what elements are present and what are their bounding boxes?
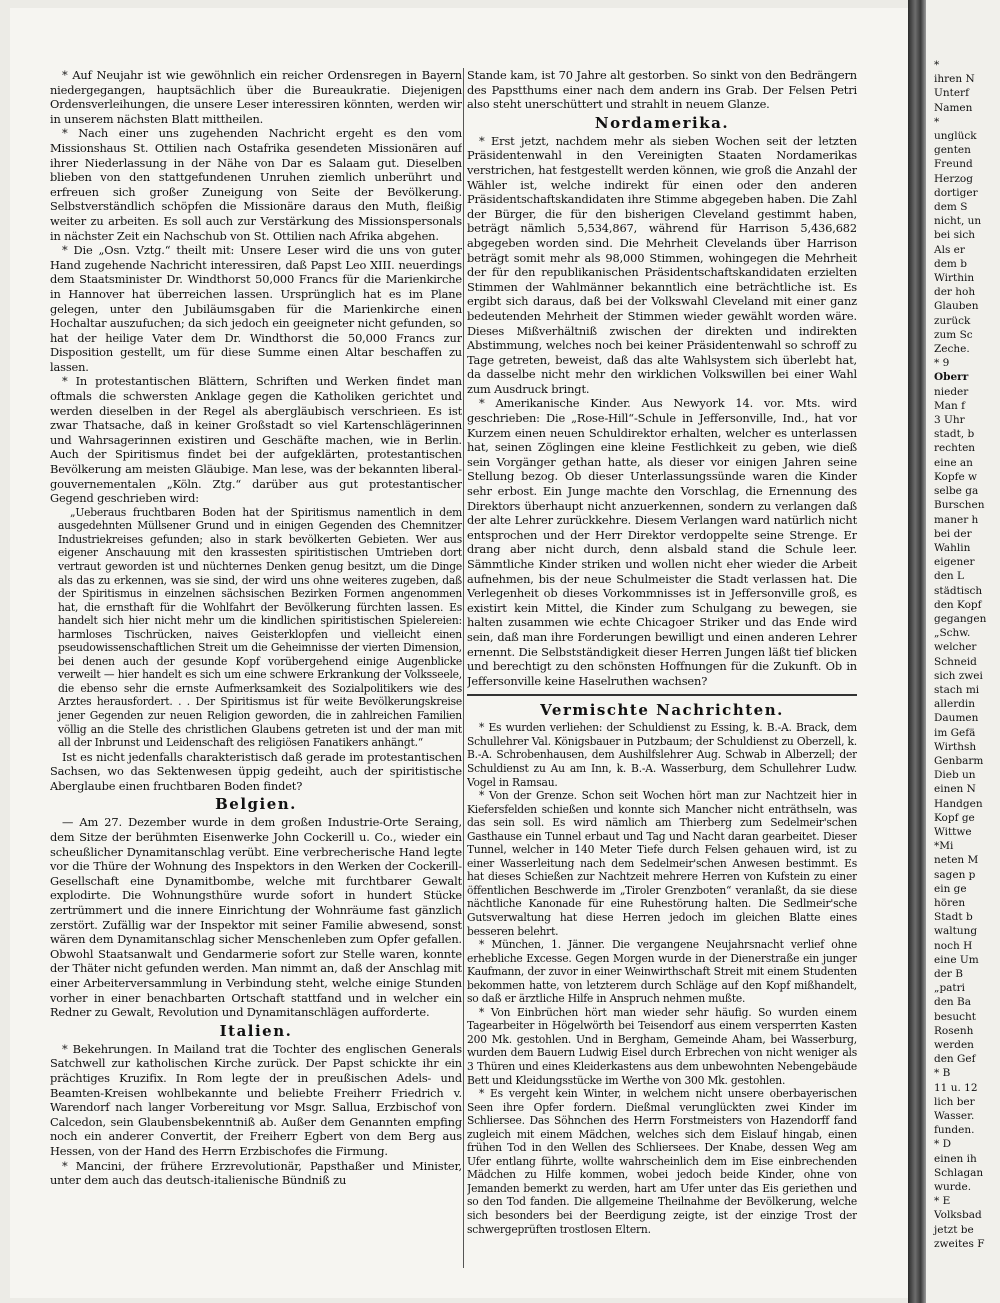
next-page-fragment: ein ge bbox=[934, 882, 967, 895]
next-page-fragment: ihren N bbox=[934, 73, 975, 86]
next-page-fragment: Herzog bbox=[934, 172, 973, 185]
next-page-fragment: gegangen bbox=[934, 612, 987, 625]
column-rule bbox=[463, 68, 464, 1268]
next-page-fragment: der B bbox=[934, 968, 964, 980]
next-page-fragment: allerdin bbox=[934, 698, 976, 711]
article-mancini-continued: Stande kam, ist 70 Jahre alt gestorben. So sinkt von den Bedrängern des Papstthums einer nach dem andern ins Grab. Der Felsen Petri also steht unerschüttert und strahlt in neuem Glanze. bbox=[467, 68, 857, 112]
next-page-fragment: Kopfe w bbox=[934, 470, 978, 483]
next-page-fragment: werden bbox=[934, 1039, 974, 1052]
next-page-fragment: besucht bbox=[934, 1010, 976, 1023]
next-page-fragment: Schneid bbox=[934, 655, 977, 668]
next-page-fragment: zurück bbox=[934, 314, 971, 327]
next-page-fragment: Handgen bbox=[934, 797, 983, 810]
next-page-fragment: genten bbox=[934, 144, 971, 157]
next-page-fragment: „patri bbox=[934, 982, 966, 995]
next-page-fragment: unglück bbox=[934, 130, 977, 143]
next-page-fragment: stach mi bbox=[934, 683, 980, 696]
news-item: * Von der Grenze. Schon seit Wochen hört man zur Nachtzeit hier in Kiefersfelden schießen und konnte sich Mancher nicht enträthseln, was das sein soll. Es wird nämlich am Thierberg zum Sedelmeir'schen Gasthause ein Tunnel erbaut und Tag und Nacht daran gearbeitet. Dieser Tunnel, welcher in 140 Meter Tiefe durch Felsen gehauen wird, ist zu einer Wasserleitung nach dem Sedelmeir'schen Anwesen bestimmt. Es hat dieses Schießen zur Nachtzeit mehrere Herren von Kufstein zu einer öffentlichen Beschwerde im „Tiroler Grenzboten“ veranlaßt, da sie diese nächtliche Kanonade für eine Ruhestörung halten. Die Sedlmeir'sche Gutsverwaltung hat diese Herren jedoch im gleichen Blatte eines besseren belehrt. bbox=[467, 789, 857, 938]
next-page-fragment: rechten bbox=[934, 442, 976, 455]
news-item: * Von Einbrüchen hört man wieder sehr häufig. So wurden einem Tagearbeiter in Högelwörth bei Teisendorf aus einem versperrten Kasten 200 Mk. gestohlen. Und in Bergham, Gemeinde Aham, bei Wasserburg, wurden dem Bauern Ludwig Eisel durch Erbrechen von nicht weniger als 3 Thüren und eines Kleiderkastens aus dem unbewohnten Nebengebäude Bett und Kleidungsstücke im Werthe von 300 Mk. gestohlen. bbox=[467, 1005, 857, 1087]
next-page-fragment: jetzt be bbox=[934, 1223, 974, 1236]
next-page-fragment: *Mi bbox=[934, 840, 954, 853]
heading-vermischte-nachrichten: Vermischte Nachrichten. bbox=[540, 701, 784, 720]
next-page-fragment: * 9 bbox=[934, 357, 950, 370]
next-page-fragment: noch H bbox=[934, 939, 973, 952]
news-item: * Es wurden verliehen: der Schuldienst zu Essing, k. B.-A. Brack, dem Schullehrer Val. Königsbauer in Putzbaum; der Schuldienst zu Oberzell, k. B.-A. Schrobenhausen, dem Aushilfslehrer Aug. Schwab in Alberzell; der Schuldienst zu Au am Inn, k. B.-A. Wasserburg, dem Schullehrer Ludw. Vogel in Ramsau. bbox=[467, 721, 857, 789]
next-page-fragment: Burschen bbox=[934, 499, 985, 512]
next-page-fragment: Glauben bbox=[934, 300, 979, 313]
book-gutter bbox=[908, 0, 926, 1303]
next-page-fragment: hören bbox=[934, 896, 966, 909]
next-page-fragment: zweites F bbox=[934, 1237, 985, 1250]
next-page-fragment: Schlagan bbox=[934, 1166, 984, 1179]
next-page-fragment: Daumen bbox=[934, 712, 979, 725]
next-page-fragment: Genbarm bbox=[934, 754, 984, 767]
next-page-fragment: nicht, un bbox=[934, 215, 982, 228]
next-page-fragment: Namen bbox=[934, 101, 973, 114]
next-page-fragment: * D bbox=[934, 1138, 952, 1151]
next-page-fragment: Stadt b bbox=[934, 911, 973, 924]
next-page-fragment: dortiger bbox=[934, 186, 978, 199]
next-page-fragment: Freund bbox=[934, 158, 973, 171]
article-windthorst: * Die „Osn. Vztg.“ theilt mit: Unsere Leser wird die uns von guter Hand zugehende Nachricht interessiren, daß Papst Leo XIII. neuerdings dem Staatsminister Dr. Windthorst 50,000 Francs für die Marienkirche in Hannover hat überreichen lassen. Ursprünglich hat es im Plane gelegen, unter den Jubiläumsgaben für die Marienkirche einen Hochaltar auszufuchen; da sich jedoch ein geeigneter nicht gefunden, so hat der heilige Vater dem Dr. Windthorst die 50,000 Francs zur Disposition gestellt, um für diese Summe einen Altar beschaffen zu lassen. bbox=[50, 243, 462, 374]
next-page-fragment: neten M bbox=[934, 854, 979, 867]
next-page-fragment: den Kopf bbox=[934, 598, 982, 611]
next-page-fragment: zum Sc bbox=[934, 328, 973, 341]
next-page-fragment: der hoh bbox=[934, 286, 976, 299]
next-page-fragment: wurde. bbox=[934, 1181, 972, 1194]
next-page-fragment: eigener bbox=[934, 556, 975, 569]
next-page-fragment: Zeche. bbox=[934, 343, 970, 356]
next-page-fragment: 11 u. 12 bbox=[934, 1081, 978, 1094]
article-orden: * Auf Neujahr ist wie gewöhnlich ein reicher Ordensregen in Bayern niedergegangen, hauptsächlich über die Bureaukratie. Diejenigen Ordensverleihungen, die unsere Leser interessiren könnten, werden wir in unserem nächsten Blatt mittheilen. bbox=[50, 68, 462, 126]
next-page-fragment: sich zwei bbox=[934, 669, 983, 682]
next-page-fragment: * E bbox=[934, 1195, 951, 1208]
article-spiritismus: * In protestantischen Blättern, Schriften und Werken findet man oftmals die schwersten Anklage gegen die Katholiken gerichtet und werden dieselben in der Regel als abergläubisch verschrieen. Es ist zwar Thatsache, daß in keiner Großstadt so viel Kartenschlägerinnen und Wahrsagerinnen existiren und Geschäfte machen, wie in Berlin. Auch der Spiritismus findet bei der aufgeklärten, protestantischen Bevölkerung am meisten Gläubige. Man lese, was der bekannten liberal-gouvernementalen „Köln. Ztg.“ darüber aus gut protestantischer Gegend geschrieben wird: bbox=[50, 374, 462, 506]
article-missionare: * Nach einer uns zugehenden Nachricht ergeht es den vom Missionshaus St. Ottilien nach Ostafrika gesendeten Missionären auf ihrer Niederlassung in der Nähe von Dar es Salaam gut. Dieselben blieben von den stattgefundenen Unruhen ziemlich unberührt und erfreuen sich großer Zuneigung von Seite der Bevölkerung. Selbstverständlich schöpfen die Missionäre daraus den Muth, fleißig weiter zu arbeiten. Es soll auch zur Verstärkung des Missionspersonals in nächster Zeit ein Nachschub von St. Ottilien nach Afrika abgehen. bbox=[50, 126, 462, 243]
next-page-fragment: * B bbox=[934, 1067, 951, 1080]
next-page-fragment: dem S bbox=[934, 201, 968, 214]
news-item: * München, 1. Jänner. Die vergangene Neujahrsnacht verlief ohne erhebliche Excesse. Gegen Morgen wurde in der Dienerstraße ein junger Kaufmann, der zuvor in einer Weinwirthschaft Streit mit einem Studenten bekommen hatte, von letzterem durch Schläge auf den Kopf mißhandelt, so daß er ärztliche Hilfe in Anspruch nehmen mußte. bbox=[467, 938, 857, 1006]
next-page-fragment: stadt, b bbox=[934, 428, 975, 441]
article-amerikanische-kinder: * Amerikanische Kinder. Aus Newyork 14. vor. Mts. wird geschrieben: Die „Rose-Hill“-Schule in Jeffersonville, Ind., hat vor Kurzem einen neuen Schuldirektor erhalten, welcher es unterlassen hat, seinen Zöglingen eine kleine Festlichkeit zu geben, wie dieß sein Vorgänger gethan hatte, als dieser vor einigen Jahren seine Stellung bezog. Ob dieser Unterlassungssünde waren die Kinder sehr erbost. Ein Junge machte den Vorschlag, die Ernennung des Direktors überhaupt nicht anzuerkennen, sondern zu verlangen daß der alte Lehrer zurückkehre. Diesem Verlangen ward natürlich nicht entsprochen und der Herr Direktor verdoppelte seine Strenge. Er drang aber nicht durch, denn alsbald stand die Schule leer. Sämmtliche Kinder striken und wollen nicht eher wieder die Arbeit aufnehmen, bis der neue Schulmeister die Stadt verlassen hat. Die Verlegenheit ob dieses Vorkommnisses ist in Jeffersonville groß, es existirt kein Mittel, die Kinder zum Schulgang zu bewegen, sie halten zusammen wie echte Chicagoer Striker und das Ende wird sein, daß man ihre Forderungen bewilligt und einen anderen Lehrer ernennt. Die Selbstständigkeit dieser Herren Jungen läßt tief blicken und berechtigt zu den schönsten Hoffnungen für die Zukunft. Ob in Jeffersonville keine Haselruthen wachsen? bbox=[467, 396, 857, 688]
next-page-fragment: eine an bbox=[934, 456, 973, 469]
next-page-fragments bbox=[926, 0, 1000, 1251]
next-page-fragment: den Gef bbox=[934, 1053, 976, 1066]
section-divider bbox=[467, 694, 857, 696]
next-page-fragment: waltung bbox=[934, 925, 978, 938]
next-page-fragment: Oberr bbox=[934, 371, 969, 384]
next-page-fragment: Wirthin bbox=[934, 272, 975, 285]
next-page-fragment: Kopf ge bbox=[934, 811, 975, 824]
next-page-fragment: den Ba bbox=[934, 996, 972, 1009]
next-page-fragment: bei sich bbox=[934, 229, 976, 242]
next-page-fragment: Dieb un bbox=[934, 769, 976, 782]
heading-italien: Italien. bbox=[219, 1021, 293, 1040]
next-page-fragment: eine Um bbox=[934, 953, 979, 966]
next-page-fragment: Rosenh bbox=[934, 1024, 974, 1037]
next-page-fragment: * bbox=[934, 115, 940, 128]
next-page-fragment: Als er bbox=[934, 243, 965, 256]
next-page-fragment: 3 Uhr bbox=[934, 414, 965, 427]
article-belgien: — Am 27. Dezember wurde in dem großen Industrie-Orte Seraing, dem Sitze der berühmten Eisenwerke John Cockerill u. Co., wieder ein scheußlicher Dynamitanschlag verübt. Eine verbrecherische Hand legte vor die Thüre der Wohnung des Inspektors in den Werken der Cockerill-Gesellschaft eine Dynamitbombe, welche mit furchtbarer Gewalt explodirte. Die Wohnungsthüre wurde sofort in hundert Stücke zertrümmert und die innere Einrichtung der Wohnräume fast gänzlich zerstört. Zufällig war der Inspektor mit seiner Familie abwesend, sonst wären dem Dynamitanschlag sicher Menschenleben zum Opfer gefallen. Obwohl Staatsanwalt und Gendarmerie sofort zur Stelle waren, konnte der Thäter nicht gefunden werden. Man nimmt an, daß der Anschlag mit einer Arbeiterversammlung in Verbindung steht, welche einige Stunden vorher in einer benachbarten Ortschaft stattfand und in welcher ein Redner zu Gewalt, Revolution und Dynamitanschlägen aufforderte. bbox=[50, 815, 462, 1020]
news-item: * Es vergeht kein Winter, in welchem nicht unsere oberbayerischen Seen ihre Opfer fordern. Dießmal verunglückten zwei Kinder im Schliersee. Das Söhnchen des Herrn Forstmeisters von Hazendorff fand zugleich mit einem Mädchen, welches sich dem Eislauf hingab, einen frühen Tod in den Wellen des Schliersees. Der Knabe, dessen Weg am Ufer entlang führte, wollte wahrscheinlich dem im Eise einbrechenden Mädchen zu Hilfe kommen, wobei jedoch beide Kinder, ohne von Jemanden bemerkt zu werden, hart am Ufer unter das Eis geriethen und so den Tod fanden. Die allgemeine Theilnahme der Bevölkerung, welche sich besonders bei der Beerdigung zeigte, ist der einzige Trost der schwergeprüften trostlosen Eltern. bbox=[467, 1087, 857, 1236]
next-page-fragment: sagen p bbox=[934, 868, 976, 881]
next-page-fragment: maner h bbox=[934, 513, 979, 526]
article-praesidentenwahl: * Erst jetzt, nachdem mehr als sieben Wochen seit der letzten Präsidentenwahl in den Vereinigten Staaten Nordamerikas verstrichen, hat festgestellt werden können, wie groß die Anzahl der Wähler ist, welche indirekt für einen oder den anderen Präsidentschaftskandidaten ihre Stimme abgegeben haben. Die Zahl der Bürger, die für den bisherigen Cleveland gestimmt haben, beträgt nämlich 5,534,867, während für Harrison 5,436,682 abgegeben worden sind. Die Mehrheit Clevelands über Harrison beträgt somit mehr als 98,000 Stimmen, wohingegen die Mehrheit der für den republikanischen Präsidentschaftskandidaten erzielten Stimmen der Wahlmänner bekanntlich eine beträchtliche ist. Es ergibt sich daraus, daß bei der Volkswahl Cleveland mit einer ganz bedeutenden Mehrheit der Stimmen wieder gewählt worden wäre. Dieses Mißverhältniß zwischen der direkten und indirekten Abstimmung, welches noch bei keiner Präsidentenwahl so schroff zu Tage getreten, beweist, daß das alte Wahlsystem sich überlebt hat, da dasselbe nicht mehr den wirklichen Volkswillen bei einer Wahl zum Ausdruck bringt. bbox=[467, 133, 857, 396]
quote-koeln-ztg: „Ueberaus fruchtbaren Boden hat der Spiritismus namentlich in dem ausgedehnten Müllsener Grund und in einigen Gegenden des Chemnitzer Industriekreises gefunden; also in stark bevölkerten Gebieten. Wer aus eigener Anschauung mit den krassesten spiritistischen Umtrieben dort vertraut geworden ist und nüchternes Denken genug besitzt, um die Dinge als das zu erkennen, was sie sind, der wird uns ohne weiteres zugeben, daß der Spiritismus in einzelnen sächsischen Bezirken Formen angenommen hat, die ernsthaft für die Wohlfahrt der Bevölkerung fürchten lassen. Es handelt sich hier nicht mehr um die kindlichen spiritistischen Spielereien: harmloses Tischrücken, naives Geisterklopfen und vielleicht einen pseudowissenschaftlichen Streit um die Geheimnisse der vierten Dimension, bei denen auch der gesunde Kopf vorübergehend einige Augenblicke verweilt — hier handelt es sich um eine schwere Erkrankung der Volksseele, die ebenso sehr die ernste Aufmerksamkeit des Sozialpolitikers wie des Arztes herausfordert. . . Der Spiritismus ist für weite Bevölkerungskreise jener Gegenden zur neuen Religion geworden, die in zahlreichen Familien völlig an die Stelle des christlichen Glaubens getreten ist und der man mit all der Inbrunst und Leidenschaft des religiösen Fanatikers anhängt.“ bbox=[58, 505, 462, 750]
next-page-fragment: Wirthsh bbox=[934, 740, 977, 753]
newspaper-page bbox=[10, 8, 909, 1298]
next-page-fragment: im Gefä bbox=[934, 726, 976, 739]
article-bekehrungen: * Bekehrungen. In Mailand trat die Tochter des englischen Generals Satchwell zur katholischen Kirche zurück. Der Papst schickte ihr ein prächtiges Kruzifix. In Rom legte der in preußischen Adels- und Beamten-Kreisen wohlbekannte und beliebte Freiherr Friedrich v. Warendorf nach langer Vorbereitung vor Msgr. Sallua, Erzbischof von Calcedon, sein Glaubensbekenntniß ab. Außer dem Genannten empfing noch ein anderer Convertit, der Freiherr Egbert von dem Berg aus Hessen, von der Hand des Herrn Erzbischofes die Firmung. bbox=[50, 1041, 462, 1158]
next-page-fragment: den L bbox=[934, 570, 965, 583]
next-page-fragment: einen N bbox=[934, 783, 976, 796]
article-spiritismus-closing: Ist es nicht jedenfalls charakteristisch daß gerade im protestantischen Sachsen, wo das Sektenwesen üppig gedeiht, auch der spiritistische Aberglaube einen fruchtbaren Boden findet? bbox=[50, 749, 462, 793]
heading-belgien: Belgien. bbox=[215, 795, 297, 814]
next-page-fragment: dem b bbox=[934, 257, 967, 270]
next-page-fragment: Unterf bbox=[934, 87, 969, 100]
next-page-fragment: * bbox=[934, 59, 940, 71]
heading-nordamerika: Nordamerika. bbox=[594, 113, 730, 132]
next-page-fragment: Wittwe bbox=[934, 825, 972, 838]
next-page-fragment: „Schw. bbox=[934, 627, 971, 640]
next-page-fragment: einen ih bbox=[934, 1152, 977, 1165]
next-page-fragment: funden. bbox=[934, 1124, 975, 1137]
next-page-fragment: selbe ga bbox=[934, 485, 979, 498]
next-page-fragment: nieder bbox=[934, 385, 969, 398]
next-page-fragment: Wahlin bbox=[934, 541, 971, 554]
next-page-fragment: Volksbad bbox=[934, 1209, 982, 1222]
next-page-fragment: Wasser. bbox=[934, 1110, 975, 1123]
next-page-fragment: welcher bbox=[934, 641, 977, 654]
column-left bbox=[50, 68, 462, 1273]
column-right bbox=[467, 68, 857, 1238]
next-page-fragment: Man f bbox=[934, 399, 965, 412]
next-page-fragment: lich ber bbox=[934, 1095, 975, 1108]
next-page-fragment: städtisch bbox=[934, 584, 983, 597]
next-page-edge bbox=[926, 0, 1000, 1303]
article-mancini: * Mancini, der frühere Erzrevolutionär, Papsthaßer und Minister, unter dem auch das deutsch-italienische Bündniß zu bbox=[50, 1158, 462, 1188]
next-page-fragment: bei der bbox=[934, 527, 972, 540]
